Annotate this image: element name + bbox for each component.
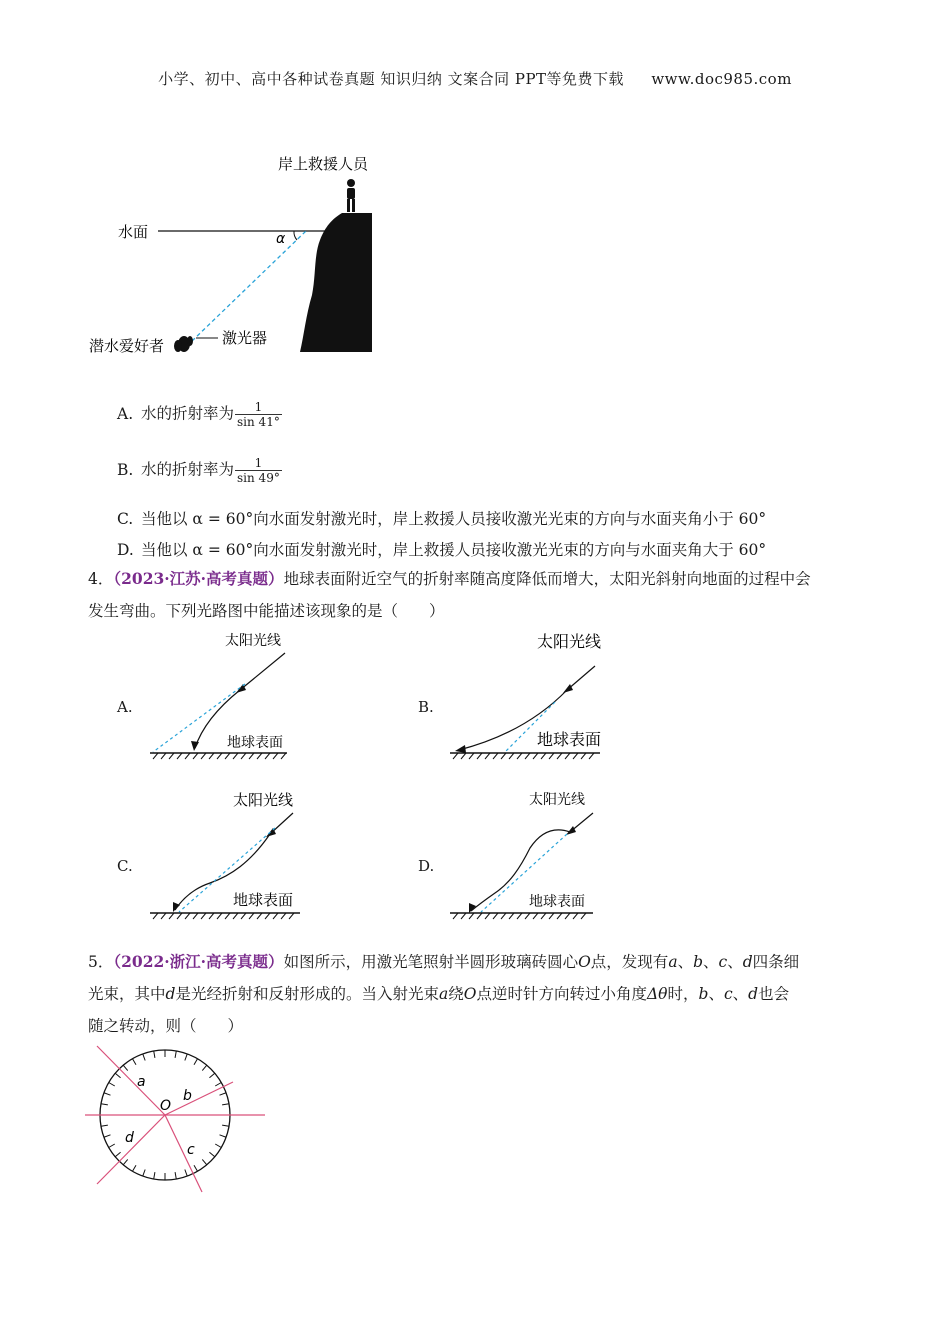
diver-figure: [174, 336, 193, 352]
tick-mark: [133, 1059, 137, 1065]
q4-option-c-figure[interactable]: [145, 788, 310, 923]
header-text: 小学、初中、高中各种试卷真题 知识归纳 文案合同 PPT等免费下载: [158, 70, 625, 88]
tick-mark: [104, 1135, 111, 1137]
q4-option-b-label[interactable]: B.: [418, 698, 434, 716]
label-ground: 地球表面: [537, 730, 602, 749]
header-url[interactable]: www.doc985.com: [651, 70, 792, 88]
tick-mark: [143, 1170, 145, 1177]
tick-mark: [101, 1104, 108, 1105]
tick-mark: [222, 1125, 229, 1126]
q4-option-a-label[interactable]: A.: [117, 698, 133, 716]
page-header: [0, 68, 950, 89]
q4-option-b-figure[interactable]: [445, 628, 610, 763]
ground-hatching: [453, 753, 594, 759]
tick-mark: [123, 1065, 127, 1070]
label-a: a: [137, 1074, 146, 1090]
tick-mark: [104, 1093, 111, 1095]
label-b: b: [183, 1088, 192, 1104]
tick-mark: [209, 1152, 214, 1156]
q4-option-a-figure[interactable]: [145, 628, 305, 763]
question-5: [88, 946, 868, 1042]
tick-mark: [175, 1172, 176, 1179]
q4-line2: 发生弯曲。下列光路图中能描述该现象的是（ ）: [88, 602, 445, 620]
arrow-icon: [191, 741, 199, 751]
q4-source-tag: （2023·江苏·高考真题）: [113, 569, 284, 588]
tick-mark: [115, 1152, 120, 1156]
label-alpha: α: [276, 231, 286, 247]
q3-option-d[interactable]: D. 当他以 α = 60°向水面发射激光时，岸上救援人员接收激光光束的方向与水面夹角大于 60°: [117, 541, 767, 559]
tick-mark: [202, 1159, 206, 1164]
tick-mark: [109, 1083, 115, 1087]
label-ground: 地球表面: [233, 891, 294, 909]
tick-mark: [215, 1083, 221, 1087]
light-ray-upper: [240, 653, 285, 690]
q4-option-d-figure[interactable]: [445, 788, 610, 923]
tick-mark: [109, 1144, 115, 1148]
tick-mark: [175, 1051, 176, 1058]
label-diver: 潜水爱好者: [89, 337, 165, 355]
fraction: $\frac{1}{\sin 49^\circ}$: [237, 456, 280, 485]
tick-mark: [194, 1059, 198, 1065]
label-water: 水面: [118, 223, 149, 241]
q5-line2: 光束，其中d是光经折射和反射形成的。当入射光束a绕O点逆时针方向转过小角度Δθ时，b、c、d也会: [88, 985, 790, 1003]
ground-hatching: [153, 753, 286, 759]
q4-option-d-label[interactable]: D.: [418, 857, 435, 875]
fraction: $\frac{1}{\sin 41^\circ}$: [237, 400, 280, 429]
tick-mark: [202, 1065, 206, 1070]
tick-mark: [194, 1165, 198, 1171]
label-rescuer: 岸上救援人员: [278, 155, 369, 173]
figure-rescue-diagram: [80, 145, 410, 375]
q3-option-c[interactable]: C. 当他以 α = 60°向水面发射激光时，岸上救援人员接收激光光束的方向与水面夹角小于 60°: [117, 510, 767, 528]
label-d: d: [125, 1130, 134, 1146]
beam-c: [165, 1115, 202, 1192]
tick-mark: [220, 1093, 227, 1095]
arrow-icon: [173, 902, 180, 912]
tick-mark: [215, 1144, 221, 1148]
ground-hatching: [153, 913, 294, 919]
tick-mark: [154, 1051, 155, 1058]
ground-hatching: [453, 913, 586, 919]
cliff-shape: [300, 213, 372, 352]
label-laser: 激光器: [222, 329, 268, 347]
label-O: O: [160, 1098, 172, 1114]
tick-mark: [123, 1159, 127, 1164]
tick-mark: [209, 1073, 214, 1077]
tick-mark: [133, 1165, 137, 1171]
tick-mark: [101, 1125, 108, 1126]
label-ground: 地球表面: [529, 894, 585, 910]
question-4: [88, 563, 868, 627]
label-ground: 地球表面: [227, 735, 283, 751]
label-sunlight: 太阳光线: [537, 632, 602, 651]
arrow-icon: [566, 826, 576, 835]
q3-option-a[interactable]: A. 水的折射率为 $\frac{1}{\sin 41^\circ}$: [117, 400, 280, 429]
light-beams: [85, 1046, 265, 1192]
q5-line1: 5．（2022·浙江·高考真题）如图所示，用激光笔照射半圆形玻璃砖圆心O点，发现有a、b、c、d四条细: [88, 952, 800, 971]
tick-mark: [185, 1054, 187, 1061]
arrow-icon: [455, 745, 466, 753]
beam-b: [165, 1082, 233, 1115]
q3-option-b[interactable]: B. 水的折射率为 $\frac{1}{\sin 49^\circ}$: [117, 456, 280, 485]
q4-option-c-label[interactable]: C.: [117, 857, 133, 875]
q4-line1: 4．（2023·江苏·高考真题）地球表面附近空气的折射率随高度降低而增大，太阳光斜射向地面的过程中会: [88, 569, 811, 588]
tick-mark: [143, 1054, 145, 1061]
rescuer-figure: [347, 179, 355, 212]
tick-mark: [154, 1172, 155, 1179]
arrow-icon: [563, 684, 573, 693]
q5-line3: 随之转动，则（ ）: [88, 1017, 244, 1035]
label-sunlight: 太阳光线: [233, 791, 294, 809]
tick-mark: [185, 1170, 187, 1177]
laser-beam: [192, 231, 306, 341]
tick-mark: [222, 1104, 229, 1105]
tick-mark: [115, 1073, 120, 1077]
label-sunlight: 太阳光线: [225, 633, 281, 649]
label-c: c: [187, 1142, 195, 1158]
label-sunlight: 太阳光线: [529, 792, 585, 808]
angle-arc: [294, 231, 297, 240]
q5-source-tag: （2022·浙江·高考真题）: [113, 952, 284, 971]
q5-glass-circle-figure: [85, 1042, 270, 1197]
tick-mark: [220, 1135, 227, 1137]
